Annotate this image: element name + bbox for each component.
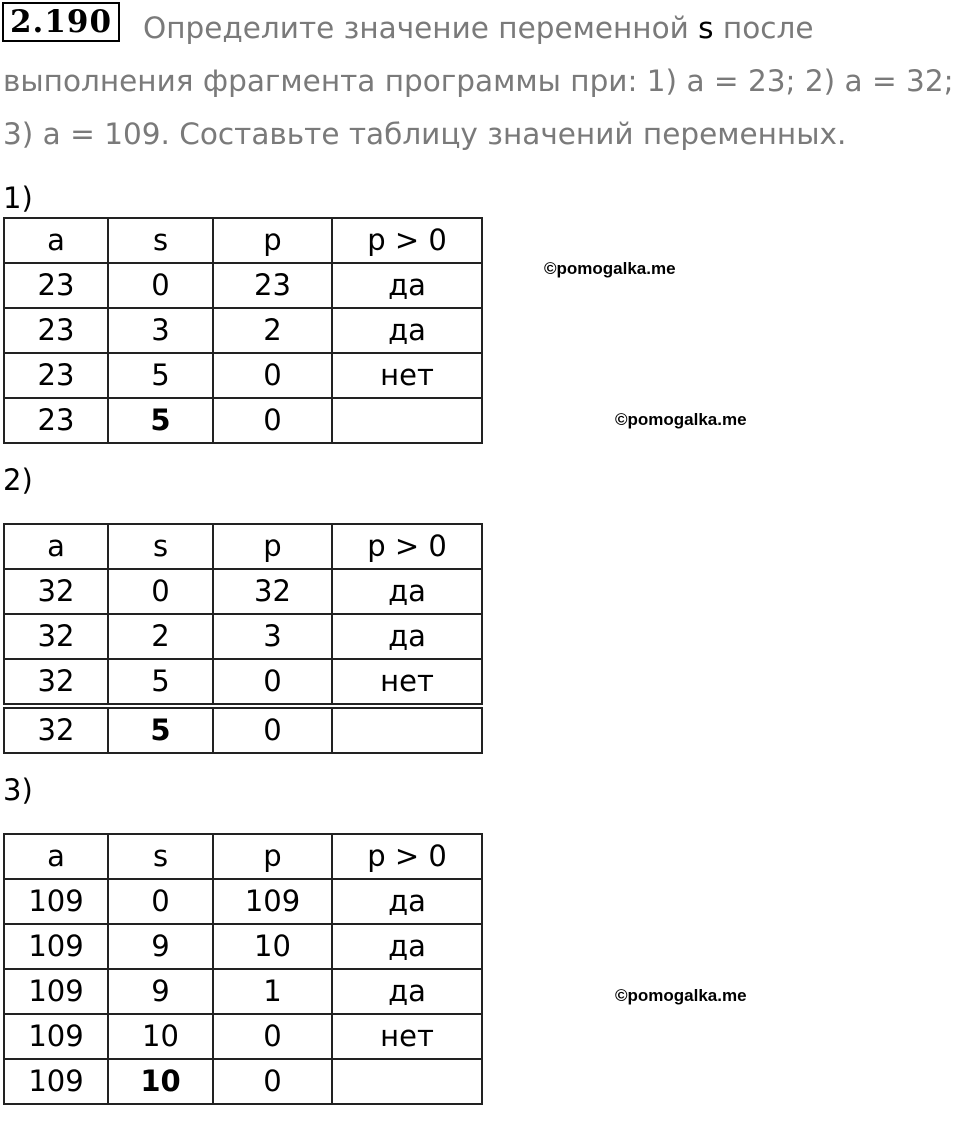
cell: да bbox=[332, 569, 482, 614]
table-row bbox=[4, 308, 482, 353]
table-row bbox=[4, 263, 482, 308]
cell: 1 bbox=[213, 969, 332, 1014]
table-header-row bbox=[4, 524, 482, 569]
cell: 2 bbox=[213, 308, 332, 353]
cell: 109 bbox=[4, 879, 108, 924]
cell: 23 bbox=[4, 263, 108, 308]
cell: 0 bbox=[213, 353, 332, 398]
table-row bbox=[4, 879, 482, 924]
cell: 109 bbox=[213, 879, 332, 924]
table-row bbox=[4, 1014, 482, 1059]
watermark: ©pomogalka.me bbox=[615, 410, 747, 429]
cell: 2 bbox=[108, 614, 213, 659]
task-text-before: Определите значение переменной bbox=[143, 11, 699, 45]
result-cell: 5 bbox=[108, 706, 213, 753]
values-table-3 bbox=[3, 833, 483, 1105]
cell: да bbox=[332, 969, 482, 1014]
cell: 10 bbox=[213, 924, 332, 969]
cell: да bbox=[332, 263, 482, 308]
cell bbox=[332, 398, 482, 443]
values-table-1 bbox=[3, 217, 483, 444]
task-text-after: после выполнения фрагмента программы при: 1) a = 23; 2) a = 32; 3) a = 109. Составьте таблицу значений переменных. bbox=[3, 11, 954, 151]
cell: 32 bbox=[4, 569, 108, 614]
cell: 10 bbox=[108, 1014, 213, 1059]
cell: 32 bbox=[4, 659, 108, 706]
cell: 9 bbox=[108, 969, 213, 1014]
table-row-final bbox=[4, 398, 482, 443]
task-text bbox=[3, 2, 960, 161]
header-condition: p > 0 bbox=[332, 524, 482, 569]
cell: да bbox=[332, 308, 482, 353]
table-row-final bbox=[4, 706, 482, 753]
table-row bbox=[4, 569, 482, 614]
watermark: ©pomogalka.me bbox=[615, 986, 747, 1005]
header-condition: p > 0 bbox=[332, 834, 482, 879]
cell: 109 bbox=[4, 969, 108, 1014]
cell: 109 bbox=[4, 1014, 108, 1059]
header-condition: p > 0 bbox=[332, 218, 482, 263]
table-row bbox=[4, 353, 482, 398]
watermark: ©pomogalka.me bbox=[544, 259, 676, 278]
header-a: a bbox=[4, 524, 108, 569]
cell: 32 bbox=[4, 614, 108, 659]
header-s: s bbox=[108, 218, 213, 263]
cell: 3 bbox=[108, 308, 213, 353]
header-p: p bbox=[213, 524, 332, 569]
cell: 0 bbox=[108, 569, 213, 614]
cell: 23 bbox=[4, 353, 108, 398]
cell: 0 bbox=[213, 706, 332, 753]
cell: 0 bbox=[108, 263, 213, 308]
cell: да bbox=[332, 924, 482, 969]
cell: 109 bbox=[4, 924, 108, 969]
header-s: s bbox=[108, 834, 213, 879]
cell: 32 bbox=[213, 569, 332, 614]
cell: 23 bbox=[4, 308, 108, 353]
cell: 9 bbox=[108, 924, 213, 969]
header-a: a bbox=[4, 834, 108, 879]
cell: нет bbox=[332, 1014, 482, 1059]
table-1-label: 1) bbox=[3, 181, 33, 215]
table-row bbox=[4, 659, 482, 706]
table-2-label: 2) bbox=[3, 463, 33, 497]
cell: 23 bbox=[213, 263, 332, 308]
cell: нет bbox=[332, 659, 482, 706]
header-p: p bbox=[213, 834, 332, 879]
header-a: a bbox=[4, 218, 108, 263]
table-row bbox=[4, 924, 482, 969]
result-cell: 10 bbox=[108, 1059, 213, 1104]
cell: 109 bbox=[4, 1059, 108, 1104]
cell: 0 bbox=[108, 879, 213, 924]
cell: 0 bbox=[213, 1059, 332, 1104]
table-row-final bbox=[4, 1059, 482, 1104]
table-header-row bbox=[4, 834, 482, 879]
cell: да bbox=[332, 879, 482, 924]
table-row bbox=[4, 969, 482, 1014]
table-header-row bbox=[4, 218, 482, 263]
cell: 0 bbox=[213, 1014, 332, 1059]
cell: 3 bbox=[213, 614, 332, 659]
header-p: p bbox=[213, 218, 332, 263]
cell: да bbox=[332, 614, 482, 659]
cell: 23 bbox=[4, 398, 108, 443]
header-s: s bbox=[108, 524, 213, 569]
table-3-label: 3) bbox=[3, 773, 33, 807]
result-cell: 5 bbox=[108, 398, 213, 443]
cell bbox=[332, 706, 482, 753]
cell bbox=[332, 1059, 482, 1104]
cell: 5 bbox=[108, 659, 213, 706]
table-row bbox=[4, 614, 482, 659]
cell: 0 bbox=[213, 659, 332, 706]
values-table-2 bbox=[3, 523, 483, 754]
task-number: 2.190 bbox=[2, 2, 120, 42]
cell: 5 bbox=[108, 353, 213, 398]
cell: нет bbox=[332, 353, 482, 398]
cell: 0 bbox=[213, 398, 332, 443]
task-variable: s bbox=[698, 11, 714, 45]
cell: 32 bbox=[4, 706, 108, 753]
